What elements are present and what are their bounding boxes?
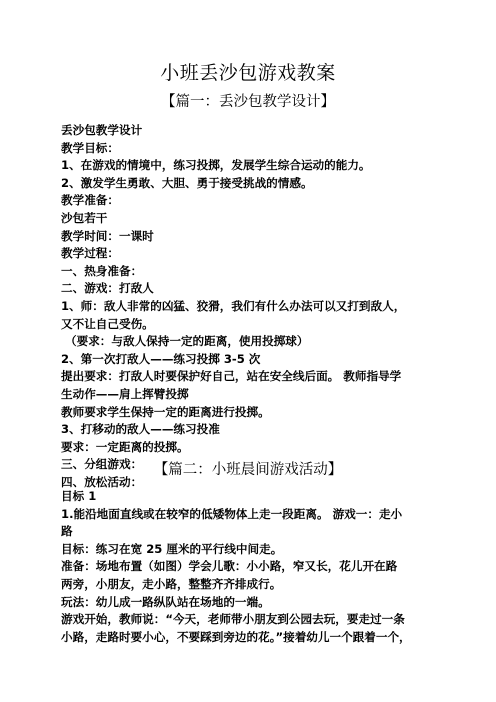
body-line: 游戏开始，教师说：“今天，老师带小朋友到公园去玩，要走过一条 <box>61 612 405 627</box>
body-line: 一、热身准备： <box>61 263 143 278</box>
body-line: 丢沙包教学设计 <box>61 123 143 137</box>
body-line: 教师要求学生保持一定的距离进行投掷。 <box>61 404 270 419</box>
body-line: 1.能沿地面直线或在较窄的低矮物体上走一段距离。 游戏一：走小 <box>61 506 403 521</box>
body-line: 3、打移动的敌人——练习投准 <box>61 422 220 437</box>
body-line: 目标：练习在宽 25 厘米的平行线中间走。 <box>61 541 283 556</box>
body-line: 目标 1 <box>61 489 97 503</box>
body-line: 1、师：敌人非常的凶猛、狡猾，我们有什么办法可以又打到敌人， <box>61 298 406 313</box>
body-line: 教学时间：一课时 <box>61 228 154 243</box>
body-line: 两旁，小朋友，走小路，整整齐齐排成行。 <box>61 576 282 591</box>
body-line: 四、放松活动： <box>61 474 143 489</box>
document-title: 小班丢沙包游戏教案 <box>160 62 336 84</box>
body-line: 小路，走路时要小心，不要踩到旁边的花。”接着幼儿一个跟着一个， <box>61 629 411 644</box>
body-line: 要求：一定距离的投掷。 <box>61 439 189 454</box>
body-line: 路 <box>61 524 73 539</box>
body-line: 二、游戏：打敌人 <box>61 281 154 296</box>
section-heading-1: 【篇一：丢沙包教学设计】 <box>161 94 335 110</box>
body-line: 教学目标： <box>61 140 119 155</box>
body-line: （要求：与敌人保持一定的距离，使用投掷球） <box>65 334 309 349</box>
body-line: 玩法：幼儿成一路纵队站在场地的一端。 <box>61 594 270 609</box>
body-line: 又不让自己受伤。 <box>61 316 154 331</box>
section-body-2 <box>61 488 453 646</box>
section-body-1 <box>61 122 453 491</box>
body-line: 三、分组游戏： <box>61 457 143 472</box>
body-line: 1、在游戏的情境中，练习投掷，发展学生综合运动的能力。 <box>61 158 371 173</box>
body-line: 生动作——肩上挥臂投掷 <box>61 386 189 401</box>
body-line: 沙包若干 <box>61 210 108 225</box>
body-line: 提出要求：打敌人时要保护好自己，站在安全线后面。 教师指导学 <box>61 369 402 384</box>
section-heading-2: 【篇二：小班晨间游戏活动】 <box>153 462 343 478</box>
body-line: 2、第一次打敌人——练习投掷 3-5 次 <box>61 351 261 366</box>
body-line: 教学过程： <box>61 246 119 261</box>
body-line: 教学准备： <box>61 193 119 208</box>
body-line: 2、激发学生勇敢、大胆、勇于接受挑战的情感。 <box>61 175 313 190</box>
body-line: 准备：场地布置（如图）学会儿歌：小小路，窄又长，花儿开在路 <box>61 559 398 574</box>
